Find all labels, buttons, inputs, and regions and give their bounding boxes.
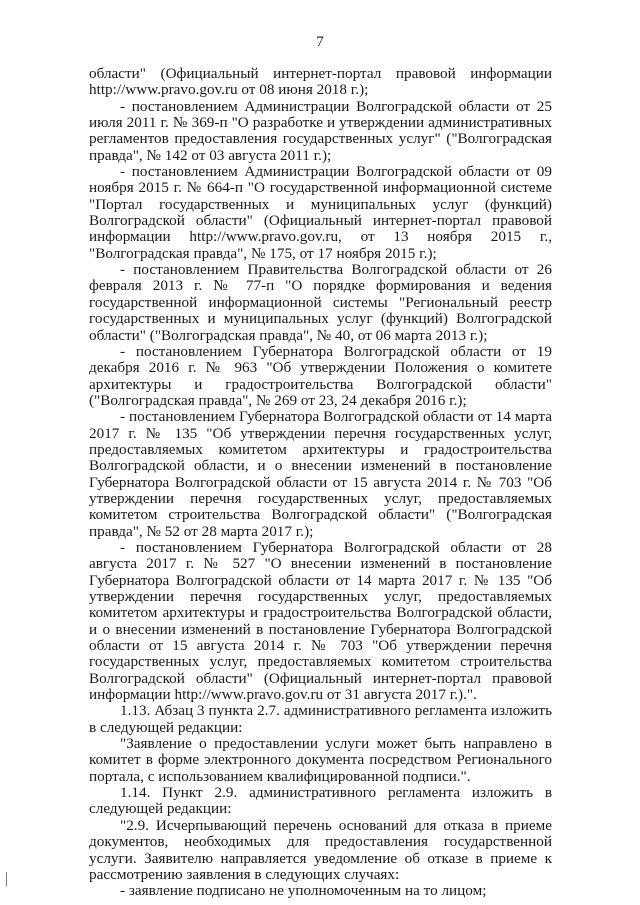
paragraph-continuation: области" (Официальный интернет-портал правовой информации http://www.pravo.gov.ru от 08 июня 2018 г.); xyxy=(89,65,552,99)
paragraph-amendment-1-13: 1.13. Абзац 3 пункта 2.7. административного регламента изложить в следующей редакции: xyxy=(89,702,552,736)
paragraph-list-item: - постановлением Губернатора Волгоградской области от 28 августа 2017 г. № 527 "О внесении изменений в постановление Губернатора Волгоградской области от 14 марта 2017 г. № 135 "Об утверждении перечня государственных услуг, предоставляемых комитетом архитектуры и градостроительства Волгоградской области, и о внесении изменений в постановление Губернатора Волгоградской области от 15 августа 2014 г. № 703 "Об утверждении перечня государственных услуг, предоставляемых комитетом строительства Волгоградской области" (Официальный интернет-портал правовой информации http://www.pravo.gov.ru от 31 августа 2017 г.).". xyxy=(89,538,552,704)
paragraph-list-item: - постановлением Администрации Волгоградской области от 25 июля 2011 г. № 369-п "О разработке и утверждении административных регламентов предоставления государственных услуг" ("Волгоградская правда", № 142 от 03 августа 2011 г.); xyxy=(89,97,552,164)
paragraph-list-item: - постановлением Губернатора Волгоградской области от 14 марта 2017 г. № 135 "Об утверждении перечня государственных услуг, предоставляемых комитетом архитектуры и градостроительства Волгоградской области, и о внесении изменений в постановление Губернатора Волгоградской области от 15 августа 2014 г. № 703 "Об утверждении перечня государственных услуг, предоставляемых комитетом строительства Волгоградской области" ("Волгоградская правда", № 52 от 28 марта 2017 г.); xyxy=(89,408,552,540)
paragraph-amendment-1-14: 1.14. Пункт 2.9. административного регламента изложить в следующей редакции: xyxy=(89,784,552,818)
paragraph-list-item: - постановлением Администрации Волгоградской области от 09 ноября 2015 г. № 664-п "О государственной информационной системе "Портал государственных и муниципальных услуг (функций) Волгоградской области" (Официальный интернет-портал правовой информации http://www.pravo.gov.ru, от 13 ноября 2015 г., "Волгоградская правда", № 175, от 17 ноября 2015 г.); xyxy=(89,163,552,262)
paragraph-list-item: - заявление подписано не уполномоченным на то лицом; xyxy=(120,882,487,900)
page-number: 7 xyxy=(316,34,324,50)
scan-edge-mark xyxy=(6,872,7,886)
paragraph-quoted-text: "Заявление о предоставлении услуги может быть направлено в комитет в форме электронного документа посредством Регионального портала, с использованием квалифицированной подписи.". xyxy=(89,735,552,785)
paragraph-list-item: - постановлением Губернатора Волгоградской области от 19 декабря 2016 г. № 963 "Об утверждении Положения о комитете архитектуры и градостроительства Волгоградской области" ("Волгоградская правда", № 269 от 23, 24 декабря 2016 г.); xyxy=(89,342,552,409)
document-body xyxy=(89,66,552,900)
paragraph-quoted-text: "2.9. Исчерпывающий перечень оснований для отказа в приеме документов, необходимых для предоставления государственной услуги. Заявителю направляется уведомление об отказе в приеме к рассмотрению заявления в следующих случаях: xyxy=(89,816,552,883)
paragraph-list-item: - постановлением Правительства Волгоградской области от 26 февраля 2013 г. № 77-п "О порядке формирования и ведения государственной информационной системы "Региональный реестр государственных и муниципальных услуг (функций) Волгоградской области" ("Волгоградская правда", № 40, от 06 марта 2013 г.); xyxy=(89,261,552,344)
